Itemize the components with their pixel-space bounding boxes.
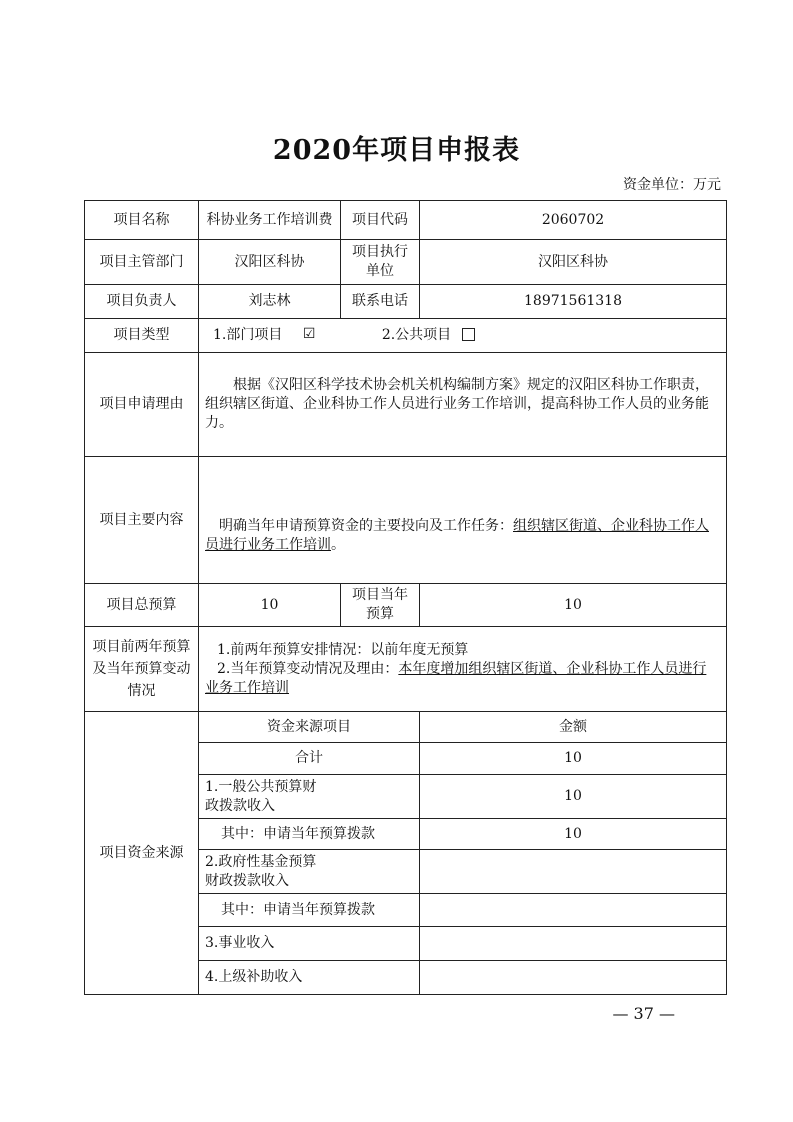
- page-title: 2020年项目申报表: [272, 135, 521, 166]
- project-owner-value: 刘志林: [199, 285, 341, 319]
- fund-unit-note: 资金单位：万元: [623, 177, 721, 193]
- page-number: — 37 —: [612, 1004, 675, 1023]
- table-row: [85, 319, 727, 353]
- fund-item: 其中：申请当年预算拨款: [199, 894, 420, 927]
- application-reason-text: [199, 353, 727, 457]
- department-label: 项目主管部门: [85, 240, 199, 285]
- fund-item: 合计: [199, 743, 420, 775]
- application-reason-label: 项目申请理由: [85, 353, 199, 457]
- type-option-department: 1.部门项目: [213, 327, 283, 343]
- application-reason-body: 根据《汉阳区科学技术协会机关机构编制方案》规定的汉阳区科协工作职责，组织辖区街道、企业科协工作人员进行业务工作培训，提高科协工作人员的业务能力。: [205, 377, 709, 431]
- fund-item: 4.上级补助收入: [199, 961, 420, 995]
- phone-value: 18971561318: [420, 285, 727, 319]
- fund-amount: [420, 894, 727, 927]
- fund-amount: [420, 927, 727, 961]
- fund-item: 3.事业收入: [199, 927, 420, 961]
- fund-amount: 10: [420, 743, 727, 775]
- project-name-label: 项目名称: [85, 201, 199, 240]
- main-content-underlined: 组织辖区街道、企业科协工作人员进行业务工作培训: [205, 518, 709, 553]
- project-name-value: 科协业务工作培训费: [199, 201, 341, 240]
- fund-item: 2.政府性基金预算财政拨款收入: [199, 850, 420, 894]
- fund-amount: 10: [420, 775, 727, 819]
- previous-years-budget: 1.前两年预算安排情况：以前年度无预算: [217, 641, 469, 658]
- phone-label: 联系电话: [341, 285, 420, 319]
- main-content-label: 项目主要内容: [85, 457, 199, 584]
- department-value: 汉阳区科协: [199, 240, 341, 285]
- change-reason-underlined: 本年度增加组织辖区街道、企业科协工作人员进行业务工作培训: [205, 660, 707, 696]
- fund-amount: [420, 961, 727, 995]
- total-budget-label: 项目总预算: [85, 584, 199, 627]
- project-type-options: [199, 319, 727, 353]
- fund-item: 其中：申请当年预算拨款: [199, 819, 420, 850]
- table-row: [85, 201, 727, 240]
- project-owner-label: 项目负责人: [85, 285, 199, 319]
- project-type-label: 项目类型: [85, 319, 199, 353]
- main-content-suffix: 。: [331, 537, 345, 553]
- main-content-prefix: 明确当年申请预算资金的主要投向及工作任务：: [219, 518, 513, 534]
- table-row: [85, 240, 727, 285]
- project-application-table: [84, 200, 727, 995]
- main-content-text: [199, 457, 727, 584]
- current-year-budget-label: 项目当年预算: [341, 584, 420, 627]
- project-code-label: 项目代码: [341, 201, 420, 240]
- fund-amount-header: 金额: [420, 712, 727, 743]
- fund-item: 1.一般公共预算财政拨款收入: [199, 775, 420, 819]
- budget-change-line1: [205, 641, 720, 660]
- table-row: [85, 627, 727, 712]
- table-row: [85, 712, 727, 743]
- change-reason-prefix: 2.当年预算变动情况及理由：: [217, 660, 399, 677]
- type-option-public: 2.公共项目: [381, 327, 452, 343]
- fund-source-label: 项目资金来源: [85, 712, 199, 995]
- table-row: [85, 584, 727, 627]
- budget-change-text: [199, 627, 727, 712]
- unchecked-checkbox-icon: [462, 328, 475, 341]
- table-row: [85, 353, 727, 457]
- current-year-budget-value: 10: [420, 584, 727, 627]
- fund-amount: [420, 850, 727, 894]
- executing-unit-label: 项目执行单位: [341, 240, 420, 285]
- executing-unit-value: 汉阳区科协: [420, 240, 727, 285]
- fund-source-header: 资金来源项目: [199, 712, 420, 743]
- checked-checkbox-icon: ☑: [302, 325, 316, 342]
- budget-change-line2: [205, 660, 720, 698]
- project-code-value: 2060702: [420, 201, 727, 240]
- budget-change-label: 项目前两年预算及当年预算变动情况: [85, 627, 199, 712]
- total-budget-value: 10: [199, 584, 341, 627]
- table-row: [85, 457, 727, 584]
- table-row: [85, 285, 727, 319]
- fund-amount: 10: [420, 819, 727, 850]
